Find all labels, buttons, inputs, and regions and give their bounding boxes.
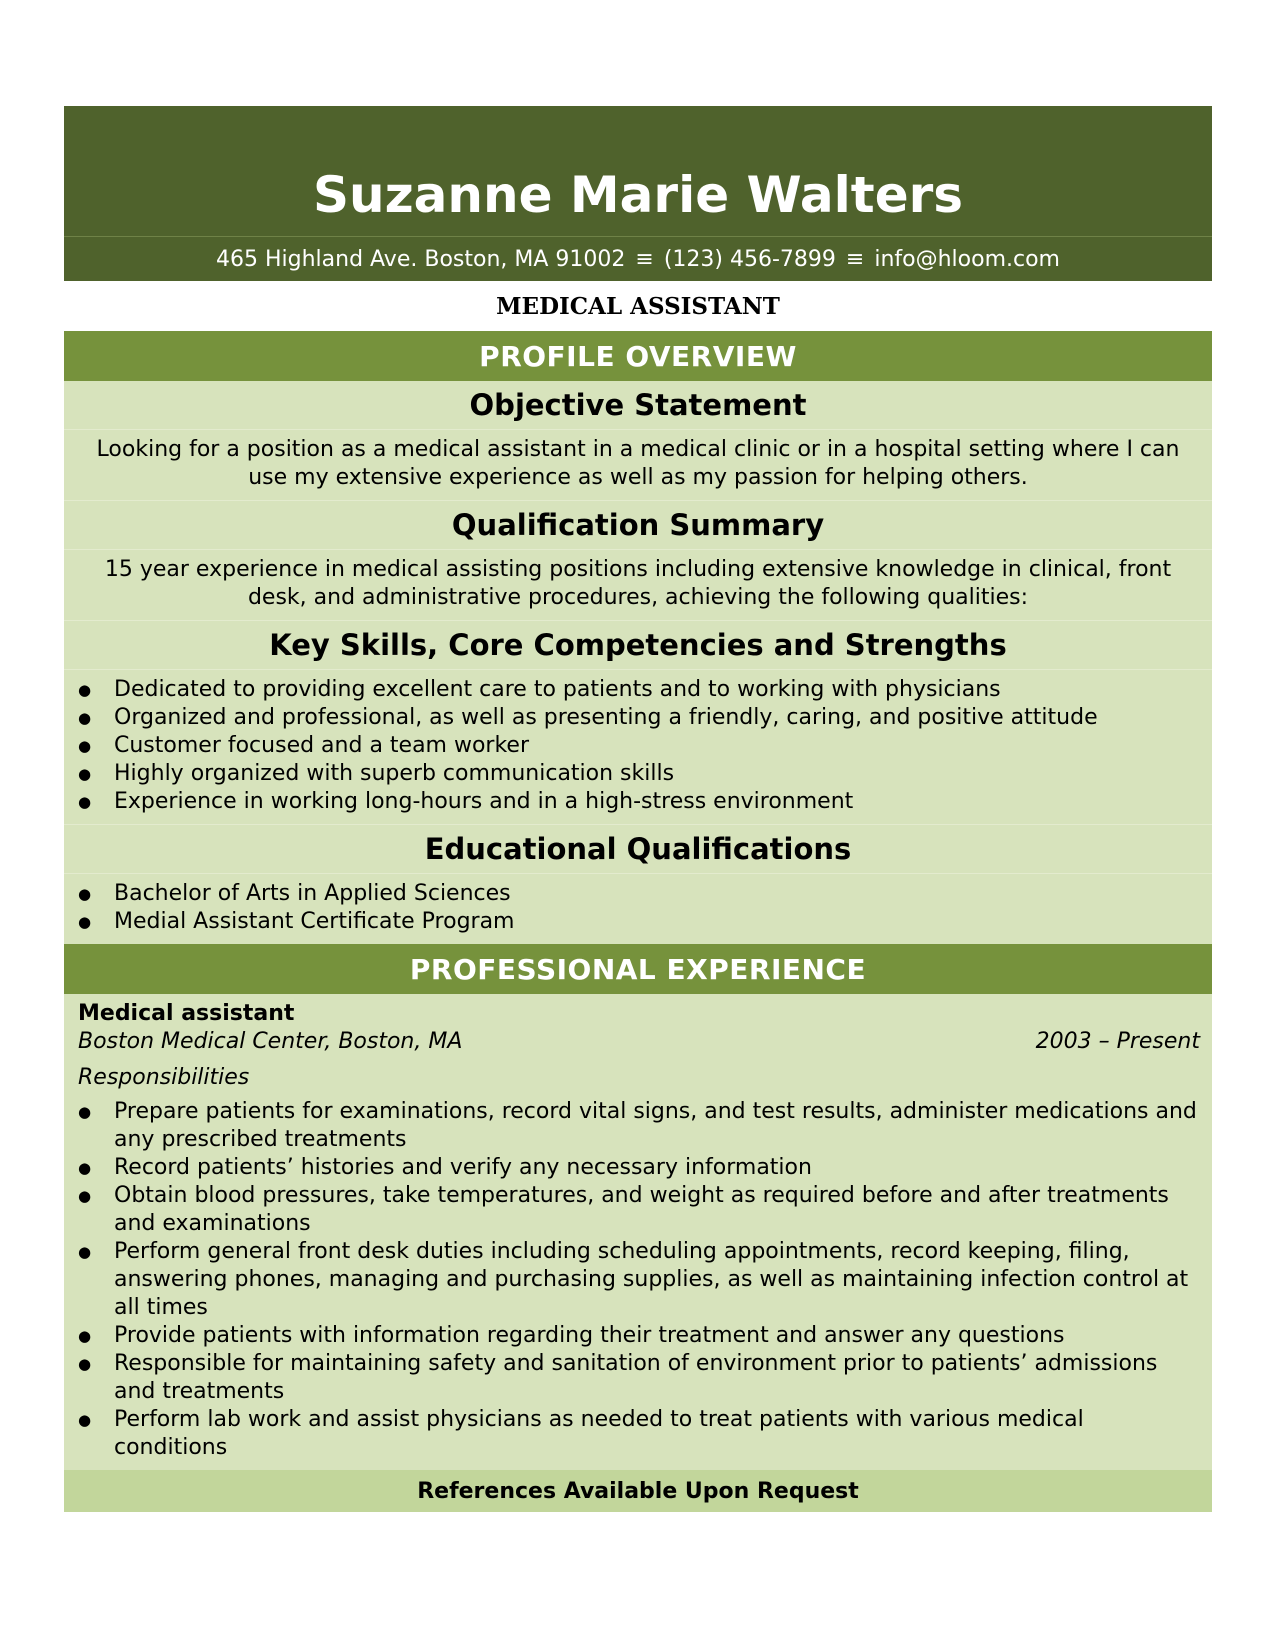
list-item: ● Bachelor of Arts in Applied Sciences bbox=[78, 880, 1200, 908]
resume bbox=[64, 106, 1212, 1512]
education-list bbox=[64, 874, 1212, 944]
list-item: ● Medial Assistant Certificate Program bbox=[78, 908, 1200, 936]
list-item: ● Provide patients with information regarding their treatment and answer any questions bbox=[78, 1322, 1200, 1350]
name-row bbox=[64, 106, 1212, 236]
professional-experience-heading: PROFESSIONAL EXPERIENCE bbox=[64, 944, 1212, 994]
employer-line bbox=[78, 1028, 1200, 1056]
list-item: ● Prepare patients for examinations, record vital signs, and test results, administer medications and any prescribed treatments bbox=[78, 1098, 1200, 1154]
education-heading: Educational Qualifications bbox=[64, 825, 1212, 874]
email: info@hloom.com bbox=[874, 246, 1060, 272]
qualification-heading: Qualification Summary bbox=[64, 501, 1212, 550]
separator: ≡ bbox=[635, 246, 654, 272]
objective-text: Looking for a position as a medical assistant in a medical clinic or in a hospital setting where I can use my extensive experience as well as my passion for helping others. bbox=[64, 430, 1212, 501]
header-band bbox=[64, 106, 1212, 281]
job-entry bbox=[64, 994, 1212, 1470]
objective-heading: Objective Statement bbox=[64, 381, 1212, 430]
separator: ≡ bbox=[845, 246, 865, 272]
list-item: ● Highly organized with superb communication skills bbox=[78, 760, 1200, 788]
job-target-title: MEDICAL ASSISTANT bbox=[496, 292, 780, 320]
phone: (123) 456-7899 bbox=[663, 246, 836, 272]
list-item: ● Record patients’ histories and verify any necessary information bbox=[78, 1154, 1200, 1182]
job-dates: 2003 – Present bbox=[1035, 1029, 1200, 1054]
contact-line bbox=[64, 236, 1212, 281]
list-item: ● Customer focused and a team worker bbox=[78, 732, 1200, 760]
address: 465 Highland Ave. Boston, MA 91002 bbox=[216, 246, 626, 272]
references-note: References Available Upon Request bbox=[64, 1470, 1212, 1512]
experience-panel bbox=[64, 994, 1212, 1470]
list-item: ● Organized and professional, as well as presenting a friendly, caring, and positive attitude bbox=[78, 704, 1200, 732]
list-item: ● Dedicated to providing excellent care to patients and to working with physicians bbox=[78, 676, 1200, 704]
responsibilities-label: Responsibilities bbox=[78, 1065, 250, 1090]
list-item: ● Perform lab work and assist physicians as needed to treat patients with various medical conditions bbox=[78, 1406, 1200, 1462]
job-title: Medical assistant bbox=[78, 1001, 295, 1026]
qualification-text: 15 year experience in medical assisting positions including extensive knowledge in clinical, front desk, and administrative procedures, achieving the following qualities: bbox=[64, 550, 1212, 621]
list-item: ● Responsible for maintaining safety and sanitation of environment prior to patients’ admissions and treatments bbox=[78, 1350, 1200, 1406]
list-item: ● Perform general front desk duties including scheduling appointments, record keeping, filing, answering phones, managing and purchasing supplies, as well as maintaining infection control at all times bbox=[78, 1238, 1200, 1322]
list-item: ● Experience in working long-hours and in a high-stress environment bbox=[78, 788, 1200, 816]
profile-panel bbox=[64, 381, 1212, 944]
candidate-name: Suzanne Marie Walters bbox=[312, 166, 964, 224]
profile-overview-heading: PROFILE OVERVIEW bbox=[64, 331, 1212, 381]
skills-list bbox=[64, 670, 1212, 825]
responsibilities-list bbox=[78, 1098, 1200, 1462]
list-item: ● Obtain blood pressures, take temperatures, and weight as required before and after treatments and examinations bbox=[78, 1182, 1200, 1238]
employer: Boston Medical Center, Boston, MA bbox=[78, 1029, 463, 1054]
skills-heading: Key Skills, Core Competencies and Strengths bbox=[64, 621, 1212, 670]
